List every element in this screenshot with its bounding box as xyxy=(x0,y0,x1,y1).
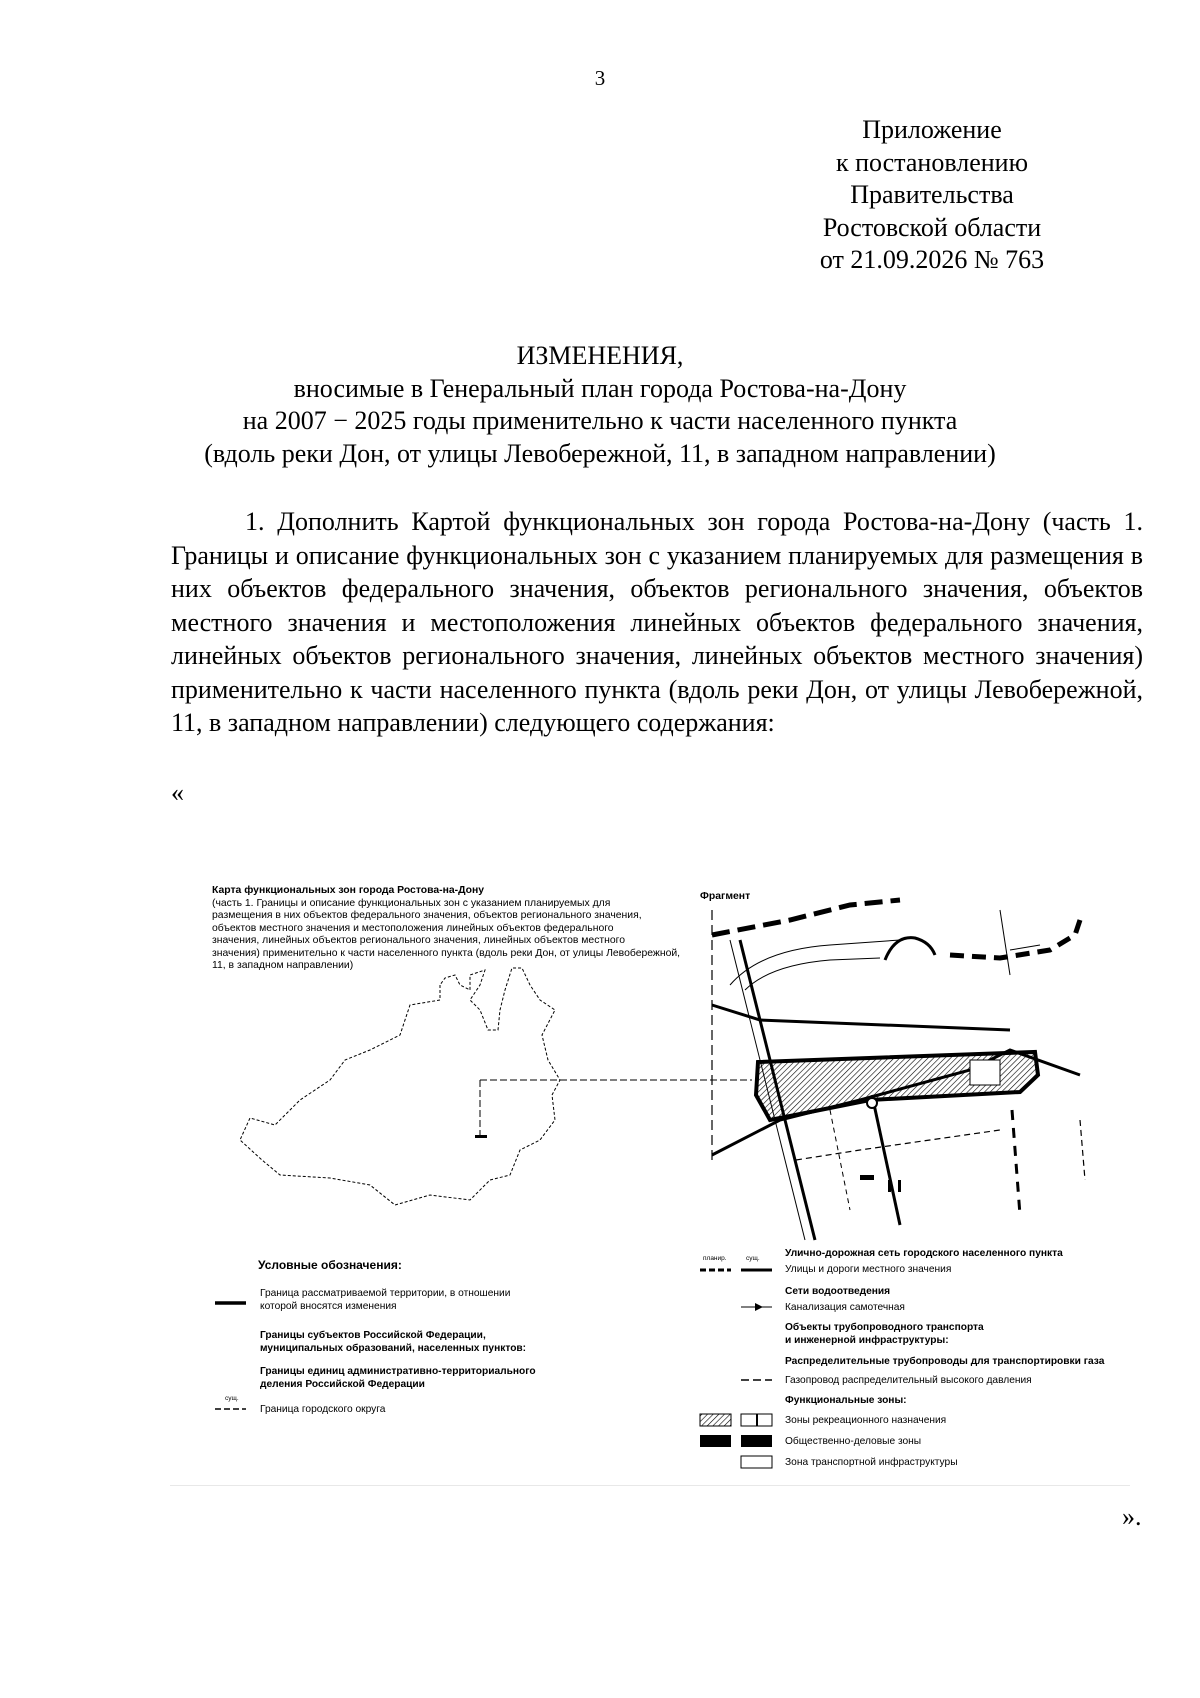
appendix-line: Ростовской области xyxy=(822,212,1042,242)
legend-zone-business: Общественно-деловые зоны xyxy=(785,1436,922,1447)
legend-text: Граница рассматриваемой территории, в отношении xyxy=(260,1288,511,1299)
quote-open: « xyxy=(171,778,184,807)
overview-marker xyxy=(475,1135,487,1138)
map-title xyxy=(212,885,702,973)
legend-text: деления Российской Федерации xyxy=(260,1378,425,1390)
page-number: 3 xyxy=(594,66,606,90)
recreation-planned-symbol xyxy=(700,1414,731,1426)
legend-text: муниципальных образований, населенных пунктов: xyxy=(260,1342,527,1354)
legend-subjects-heading xyxy=(260,1330,526,1355)
legend-sewer-item: Канализация самотечная xyxy=(785,1302,905,1313)
heading-line: на 2007 − 2025 годы применительно к части населенного пункта xyxy=(242,406,958,435)
legend-text: Границы единиц административно-территориального xyxy=(260,1366,536,1377)
business-planned-symbol xyxy=(700,1435,731,1447)
map-title-line: размещения в них объектов федерального значения, объектов регионального значения, xyxy=(212,910,642,921)
legend-text: которой вносятся изменения xyxy=(260,1300,397,1312)
legend-sewer-heading: Сети водоотведения xyxy=(785,1286,891,1297)
legend-text: Объекты трубопроводного транспорта xyxy=(785,1322,984,1333)
legend-zone-recreation: Зоны рекреационного назначения xyxy=(785,1415,947,1426)
quote-close: ». xyxy=(1122,1502,1142,1531)
map-title-line: 11, в западном направлении) xyxy=(212,960,354,971)
appendix-line: Правительства xyxy=(850,180,1014,209)
body-paragraph: 1. Дополнить Картой функциональных зон города Ростова-на-Дону (часть 1. Границы и описание функциональных зон с указанием планируемых для размещения в них объектов федерального значения, объектов регионального значения, объектов местного значения и местоположения линейных объектов федерального значения, линейных объектов регионального значения, линейных объектов местного значения) применительно к части населенного пункта (вдоль реки Дон, от улицы Левобережной, 11, в западном направлении) следующего содержания: xyxy=(171,507,1143,737)
transport-existing-symbol xyxy=(741,1456,772,1468)
appendix-line: к постановлению xyxy=(835,147,1029,177)
legend-text: и инженерной инфраструктуры: xyxy=(785,1334,949,1346)
legend-gas-item: Газопровод распределительный высокого давления xyxy=(785,1375,1032,1386)
appendix-line: Приложение xyxy=(862,115,1002,144)
sewer-arrow xyxy=(755,1303,763,1311)
legend-zones-heading: Функциональные зоны: xyxy=(785,1395,907,1406)
legend-title: Условные обозначения: xyxy=(258,1258,402,1272)
legend-col-existing: сущ. xyxy=(746,1255,760,1262)
city-outline xyxy=(240,968,560,1205)
heading-line: вносимые в Генеральный план города Ростова-на-Дону xyxy=(293,373,907,403)
heading-title: ИЗМЕНЕНИЯ, xyxy=(516,341,684,370)
legend-zone-transport: Зона транспортной инфраструктуры xyxy=(785,1457,958,1468)
heading-line: (вдоль реки Дон, от улицы Левобережной, 11, в западном направлении) xyxy=(204,438,996,468)
business-existing-symbol xyxy=(741,1435,772,1447)
map-title-bold: Карта функциональных зон города Ростова-на-Дону xyxy=(212,885,485,896)
fragment-label: Фрагмент xyxy=(700,891,751,902)
appendix-date-line: от 21.09.2026 № 763 xyxy=(819,245,1045,274)
map-title-line: значения) применительно к части населенного пункта (вдоль реки Дон, от улицы Левобережной, xyxy=(212,947,681,959)
map-title-line: значения, линейных объектов регионального значения, линейных объектов местного xyxy=(212,935,626,946)
fragment-map xyxy=(712,900,1085,1240)
legend-small-label: сущ. xyxy=(225,1395,239,1402)
legend-text: Границы субъектов Российской Федерации, xyxy=(260,1330,486,1341)
scan-divider xyxy=(170,1485,1130,1486)
legend-road-heading: Улично-дорожная сеть городского населенного пункта xyxy=(785,1248,1063,1259)
legend-units-heading xyxy=(260,1366,536,1391)
legend-boundary xyxy=(260,1288,510,1313)
map-title-line: объектов местного значения и местоположения линейных объектов федерального xyxy=(212,922,614,934)
legend-road-item: Улицы и дороги местного значения xyxy=(785,1264,952,1275)
legend-col-planned: планир. xyxy=(703,1255,727,1262)
legend-pipeline-heading xyxy=(785,1322,984,1347)
legend-city-district: Граница городского округа xyxy=(260,1404,386,1415)
legend-gas-heading: Распределительные трубопроводы для транспортировки газа xyxy=(785,1356,1105,1367)
map-title-line: (часть 1. Границы и описание функциональных зон с указанием планируемых для xyxy=(212,897,611,909)
